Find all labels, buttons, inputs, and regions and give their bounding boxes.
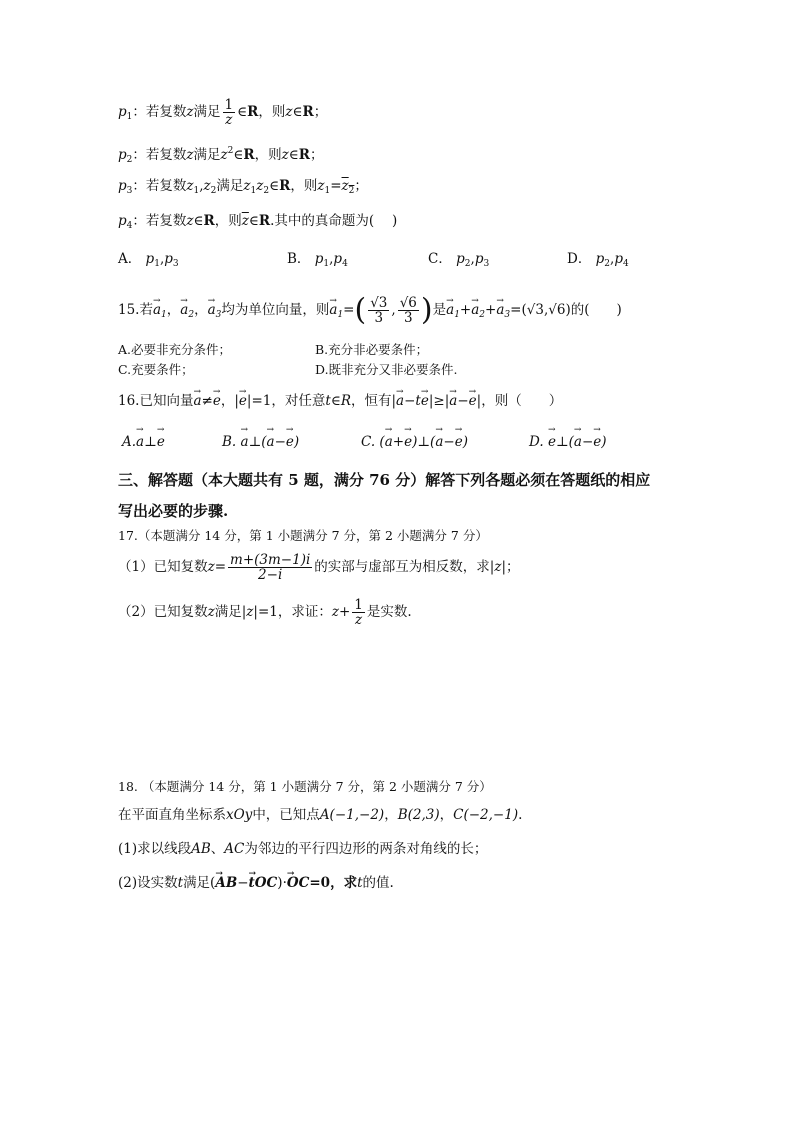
q18-header: 18. （本题满分 14 分，第 1 小题满分 7 分，第 2 小题满分 7 分） — [118, 779, 492, 794]
q15-option-b[interactable]: B.充分非必要条件； — [315, 342, 429, 357]
proposition-p3: $p_3$：若复数$z_1,z_2$满足$z_1z_2\in R$，则$z_1=z_2$； — [118, 178, 368, 196]
option-a[interactable]: A． $p_1,p_3$ — [118, 251, 179, 269]
q16-option-a[interactable]: A.→ a⊥→ e — [122, 434, 165, 450]
q16-option-c[interactable]: C. (→ a+→ e)⊥(→ a−→ e) — [361, 434, 468, 450]
q17-part1: （1）已知复数z= $\frac{m+(3m-1)i}{2-i}$ 的实部与虚部互为相反数，求|z|； — [118, 552, 520, 583]
proposition-p2: $p_2$：若复数z满足$z^2\in R$，则z∈R； — [118, 146, 324, 165]
q18-stem: 在平面直角坐标系xOy中，已知点A(−1,−2)，B(2,3)，C(−2,−1). — [118, 807, 523, 823]
q17-part2: （2）已知复数z满足|z|=1，求证：z+ $\frac{1}{z}$ 是实数. — [118, 597, 412, 628]
option-c[interactable]: C． $p_2,p_3$ — [428, 251, 490, 269]
q16-option-b[interactable]: B. → a⊥(→ a−→ e) — [222, 434, 299, 450]
q15-option-c[interactable]: C.充要条件； — [118, 362, 194, 377]
q17-header: 17.（本题满分 14 分，第 1 小题满分 7 分，第 2 小题满分 7 分） — [118, 528, 488, 543]
proposition-p4: $p_4$：若复数z∈R，则$\overline{z}\in R$.其中的真命题为( ) — [118, 213, 398, 231]
q18-part2: (2)设实数t满足(→ AB−→ tOC)·→ OC=0，求t的值. — [118, 873, 394, 893]
q18-part1: (1)求以线段AB、AC为邻边的平行四边形的两条对角线的长； — [118, 841, 488, 857]
question-15: 15.若→ $a_1$，→ $a_2$，→ $a_3$均为单位向量，则→ $a_1=$( $\frac{√3}{3}$ , $\frac{√6}{3}$ )是→ $a_1+\to a_2+\to a_3=(√3,√6)$的( ) — [118, 296, 622, 325]
proposition-p1: $p_1$：若复数z满足 $\frac{1}{z}$ ∈R，则z∈R； — [118, 97, 328, 128]
section-heading: 三、解答题（本大题共有 5 题，满分 76 分）解答下列各题必须在答题纸的相应 — [118, 471, 651, 489]
option-b[interactable]: B． $p_1,p_4$ — [287, 251, 348, 269]
q15-option-a[interactable]: A.必要非充分条件； — [118, 342, 232, 357]
option-d[interactable]: D． $p_2,p_4$ — [567, 251, 629, 269]
q16-option-d[interactable]: D. → e⊥(→ a−→ e) — [529, 434, 607, 450]
section-heading-cont: 写出必要的步骤. — [118, 502, 229, 520]
question-16: 16.已知向量→ a≠→ e，|→ e|=1，对任意t∈R，恒有|→ a−t→ e|≥|→ a−→ e|，则（ ） — [118, 391, 562, 411]
fraction-1-over-z: $\frac{1}{z}$ — [224, 97, 234, 128]
p1-symbol: p — [118, 104, 127, 120]
q15-option-d[interactable]: D.既非充分又非必要条件. — [315, 362, 458, 377]
